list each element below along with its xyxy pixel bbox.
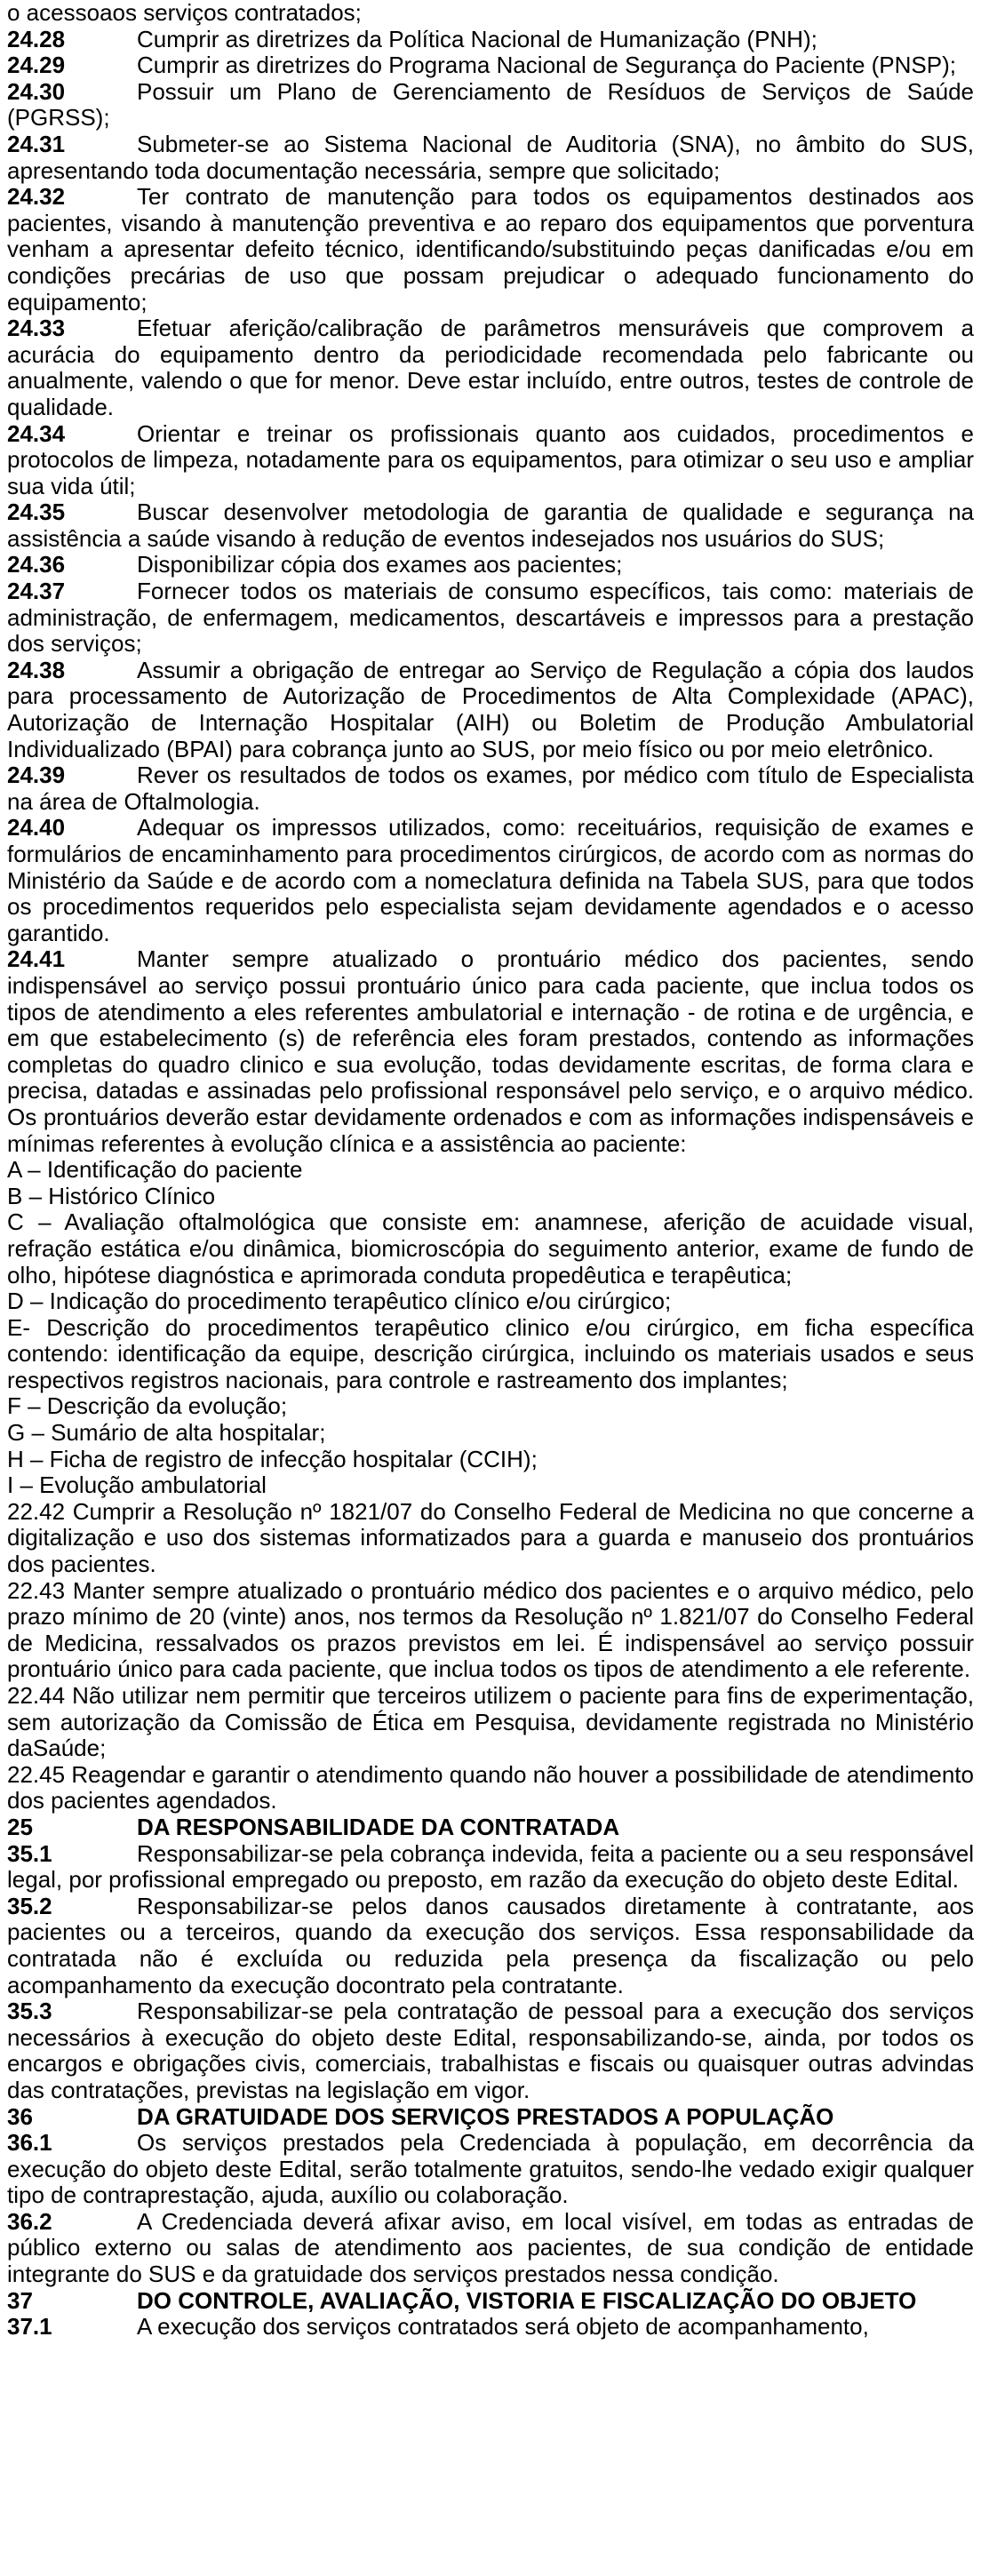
- clause-number: 24.41: [7, 945, 66, 973]
- text-paragraph: [7, 1447, 974, 1473]
- clause-text: Assumir a obrigação de entregar ao Serviço de Regulação a cópia dos laudos para processamento de Autorização de Procedimentos de Alta Complexidade (APAC), Autorização de Internação Hospitalar (AIH) ou Boletim de Produção Ambulatorial Individualizado (BPAI) para cobrança junto ao SUS, por meio físico ou por meio eletrônico.: [7, 656, 974, 762]
- paragraph-text: F – Descrição da evolução;: [7, 1392, 288, 1420]
- paragraph-text: B – Histórico Clínico: [7, 1182, 216, 1209]
- clause-text: A execução dos serviços contratados será objeto de acompanhamento,: [137, 2313, 869, 2341]
- clause-paragraph: [7, 132, 974, 184]
- clause-number: 24.37: [7, 578, 66, 605]
- clause-number: 35.2: [7, 1892, 52, 1919]
- clause-paragraph: [7, 52, 974, 79]
- paragraph-text: 22.45 Reagendar e garantir o atendimento quando não houver a possibilidade de atendimento dos pacientes agendados.: [7, 1760, 974, 1814]
- clause-paragraph: [7, 946, 974, 1157]
- section-heading: [7, 2288, 974, 2315]
- clause-number: 36.2: [7, 2207, 52, 2235]
- clause-number: 24.31: [7, 130, 66, 157]
- section-title: DA RESPONSABILIDADE DA CONTRATADA: [137, 1813, 620, 1840]
- text-paragraph: [7, 0, 974, 27]
- paragraph-text: 22.43 Manter sempre atualizado o prontuário médico dos pacientes e o arquivo médico, pelo prazo mínimo de 20 (vinte) anos, nos termos da Resolução nº 1.821/07 do Conselho Federal de Medicina, ressalvados os prazos previstos em lei. É indispensável ao serviço possuir prontuário único para cada paciente, que inclua todos os tipos de atendimento a ele referente.: [7, 1576, 974, 1683]
- section-title: DO CONTROLE, AVALIAÇÃO, VISTORIA E FISCALIZAÇÃO DO OBJETO: [137, 2286, 917, 2314]
- clause-text: Fornecer todos os materiais de consumo específicos, tais como: materiais de administração, de enfermagem, medicamentos, descartáveis e impressos para a prestação dos serviços;: [7, 578, 974, 658]
- clause-text: Buscar desenvolver metodologia de garantia de qualidade e segurança na assistência a saúde visando à redução de eventos indesejados nos usuários do SUS;: [7, 498, 974, 552]
- section-number: 36: [7, 2102, 33, 2130]
- clause-paragraph: [7, 2209, 974, 2288]
- clause-number: 24.29: [7, 52, 66, 79]
- clause-paragraph: [7, 2314, 974, 2341]
- text-paragraph: [7, 1315, 974, 1394]
- text-paragraph: [7, 1393, 974, 1420]
- clause-text: Responsabilizar-se pelos danos causados diretamente à contratante, aos pacientes ou a terceiros, quando da execução dos serviços. Essa responsabilidade da contratada não é excluída ou reduzida pela presença da fiscalização ou pelo acompanhamento da execução docontrato pela contratante.: [7, 1892, 974, 1998]
- clause-paragraph: [7, 2130, 974, 2209]
- clause-number: 35.3: [7, 1998, 52, 2025]
- clause-text: Submeter-se ao Sistema Nacional de Auditoria (SNA), no âmbito do SUS, apresentando toda documentação necessária, sempre que solicitado;: [7, 130, 974, 184]
- paragraph-text: G – Sumário de alta hospitalar;: [7, 1419, 326, 1447]
- section-heading: [7, 1814, 974, 1841]
- clause-number: 24.38: [7, 656, 66, 683]
- clause-text: Orientar e treinar os profissionais quanto aos cuidados, procedimentos e protocolos de limpeza, notadamente para os equipamentos, para otimizar o seu uso e ampliar sua vida útil;: [7, 419, 974, 499]
- paragraph-text: D – Indicação do procedimento terapêutico clínico e/ou cirúrgico;: [7, 1288, 672, 1315]
- paragraph-text: 22.42 Cumprir a Resolução nº 1821/07 do Conselho Federal de Medicina no que concerne a digitalização e uso dos sistemas informatizados para a guarda e manuseio dos prontuários dos pacientes.: [7, 1497, 974, 1578]
- clause-text: Possuir um Plano de Gerenciamento de Resíduos de Serviços de Saúde (PGRSS);: [7, 77, 974, 132]
- section-number: 25: [7, 1813, 33, 1840]
- paragraph-text: o acessoaos serviços contratados;: [7, 0, 362, 26]
- clause-number: 24.40: [7, 814, 66, 841]
- text-paragraph: [7, 1578, 974, 1683]
- clause-paragraph: [7, 27, 974, 53]
- text-paragraph: [7, 1157, 974, 1184]
- clause-text: Responsabilizar-se pela contratação de pessoal para a execução dos serviços necessários à execução do objeto deste Edital, responsabilizando-se, ainda, por todos os encargos e obrigações civis, comerciais, trabalhistas e fiscais ou quaisquer outras advindas das contratações, previstas na legislação em vigor.: [7, 1998, 974, 2103]
- clause-number: 24.34: [7, 419, 66, 447]
- clause-number: 24.36: [7, 551, 66, 578]
- clause-paragraph: [7, 762, 974, 815]
- clause-paragraph: [7, 1841, 974, 1894]
- section-title: DA GRATUIDADE DOS SERVIÇOS PRESTADOS A POPULAÇÃO: [137, 2102, 834, 2130]
- clause-text: Efetuar aferição/calibração de parâmetros mensuráveis que comprovem a acurácia do equipamento dentro da periodicidade recomendada pelo fabricante ou anualmente, valendo o que for menor. Deve estar incluído, entre outros, testes de controle de qualidade.: [7, 315, 974, 420]
- clause-paragraph: [7, 815, 974, 946]
- clause-text: Responsabilizar-se pela cobrança indevida, feita a paciente ou a seu responsável legal, por profissional empregado ou preposto, em razão da execução do objeto deste Edital.: [7, 1839, 974, 1894]
- text-paragraph: [7, 1762, 974, 1814]
- paragraph-text: C – Avaliação oftalmológica que consiste em: anamnese, aferição de acuidade visual, refração estática e/ou dinâmica, biomicroscópia do seguimento anterior, exame de fundo de olho, hipótese diagnóstica e aprimorada conduta propedêutica e terapêutica;: [7, 1208, 974, 1288]
- clause-text: Manter sempre atualizado o prontuário médico dos pacientes, sendo indispensável ao serviço possui prontuário único para cada paciente, que inclua todos os tipos de atendimento a eles referentes ambulatorial e internação - de rotina e de urgência, e em que estabelecimento (s) de referência eles foram prestados, contendo as informações completas do quadro clinico e sua evolução, todas devidamente escritas, de forma clara e precisa, datadas e assinadas pelo profissional responsável pelo serviço, e o arquivo médico. Os prontuários deverão estar devidamente ordenados e com as informações indispensáveis e mínimas referentes à evolução clínica e a assistência ao paciente:: [7, 945, 974, 1157]
- clause-number: 24.30: [7, 77, 66, 105]
- clause-text: Rever os resultados de todos os exames, por médico com título de Especialista na área de Oftalmologia.: [7, 762, 974, 815]
- clause-text: Cumprir as diretrizes do Programa Nacional de Segurança do Paciente (PNSP);: [137, 52, 956, 79]
- clause-text: A Credenciada deverá afixar aviso, em local visível, em todas as entradas de público externo ou salas de atendimento aos pacientes, de sua condição de entidade integrante do SUS e da gratuidade dos serviços prestados nessa condição.: [7, 2207, 974, 2288]
- clause-text: Ter contrato de manutenção para todos os equipamentos destinados aos pacientes, visando à manutenção preventiva e ao reparo dos equipamentos que porventura venham a apresentar defeito técnico, identificando/substituindo peças danificadas e/ou em condições precárias de uso que possam prejudicar o adequado funcionamento do equipamento;: [7, 183, 974, 315]
- clause-paragraph: [7, 315, 974, 420]
- section-heading: [7, 2104, 974, 2131]
- text-paragraph: [7, 1472, 974, 1499]
- clause-number: 35.1: [7, 1839, 52, 1867]
- clause-text: Cumprir as diretrizes da Política Nacional de Humanização (PNH);: [137, 25, 818, 52]
- clause-number: 36.1: [7, 2129, 52, 2157]
- clause-paragraph: [7, 552, 974, 578]
- clause-number: 24.39: [7, 762, 66, 789]
- clause-paragraph: [7, 1998, 974, 2103]
- clause-paragraph: [7, 1894, 974, 1998]
- text-paragraph: [7, 1499, 974, 1578]
- clause-paragraph: [7, 79, 974, 132]
- clause-number: 24.35: [7, 498, 66, 526]
- clause-number: 37.1: [7, 2313, 52, 2341]
- clause-text: Adequar os impressos utilizados, como: receituários, requisição de exames e formulários de encaminhamento para procedimentos cirúrgicos, de acordo com as normas do Ministério da Saúde e de acordo com a nomeclatura definida na Tabela SUS, para que todos os procedimentos requeridos pelo especialista sejam devidamente agendados e o acesso garantido.: [7, 814, 974, 946]
- clause-number: 24.33: [7, 315, 66, 342]
- text-paragraph: [7, 1420, 974, 1447]
- paragraph-text: I – Evolução ambulatorial: [7, 1471, 267, 1499]
- paragraph-text: 22.44 Não utilizar nem permitir que terceiros utilizem o paciente para fins de experimentação, sem autorização da Comissão de Ética em Pesquisa, devidamente registrada no Ministério daSaúde;: [7, 1682, 974, 1762]
- clause-paragraph: [7, 421, 974, 500]
- clause-paragraph: [7, 658, 974, 762]
- clause-paragraph: [7, 184, 974, 315]
- text-paragraph: [7, 1288, 974, 1315]
- paragraph-text: E- Descrição do procedimentos terapêutico clinico e/ou cirúrgico, em ficha específica contendo: identificação da equipe, descrição cirúrgica, incluindo os materiais usados e seus respectivos registros nacionais, para controle e rastreamento dos implantes;: [7, 1313, 974, 1393]
- text-paragraph: [7, 1184, 974, 1210]
- section-number: 37: [7, 2286, 33, 2314]
- clause-paragraph: [7, 578, 974, 658]
- clause-number: 24.28: [7, 25, 66, 52]
- clause-text: Os serviços prestados pela Credenciada à população, em decorrência da execução do objeto deste Edital, serão totalmente gratuitos, sendo-lhe vedado exigir qualquer tipo de contraprestação, ajuda, auxílio ou colaboração.: [7, 2129, 974, 2209]
- clause-number: 24.32: [7, 183, 66, 211]
- text-paragraph: [7, 1209, 974, 1288]
- text-paragraph: [7, 1683, 974, 1762]
- paragraph-text: A – Identificação do paciente: [7, 1156, 303, 1184]
- paragraph-text: H – Ficha de registro de infecção hospitalar (CCIH);: [7, 1445, 538, 1472]
- clause-text: Disponibilizar cópia dos exames aos pacientes;: [137, 551, 623, 578]
- clause-paragraph: [7, 499, 974, 552]
